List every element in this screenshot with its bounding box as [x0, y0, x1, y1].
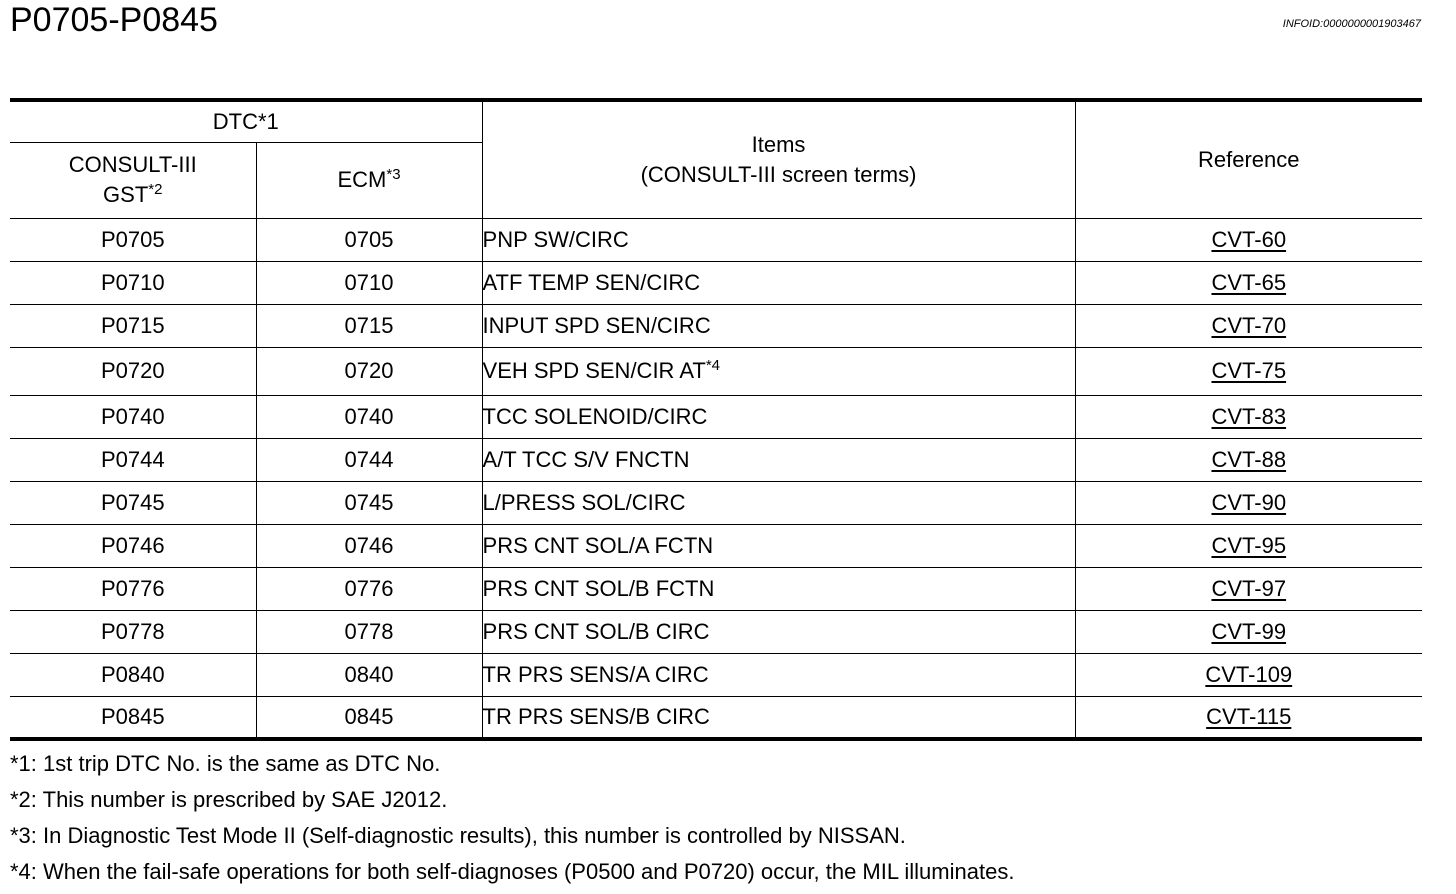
reference-link[interactable]: CVT-109 — [1205, 661, 1293, 687]
cell-consult: P0845 — [10, 696, 256, 739]
header-dtc-label: DTC — [212, 108, 258, 134]
cell-consult: P0710 — [10, 261, 256, 304]
cell-reference — [1075, 438, 1422, 481]
header-row-top — [10, 100, 1422, 142]
cell-ecm: 0746 — [256, 524, 482, 567]
cell-item — [482, 261, 1075, 304]
cell-reference — [1075, 347, 1422, 395]
cell-ecm: 0740 — [256, 395, 482, 438]
cell-consult: P0744 — [10, 438, 256, 481]
reference-link[interactable]: CVT-95 — [1211, 532, 1287, 558]
table-row — [10, 438, 1422, 481]
reference-link[interactable]: CVT-88 — [1211, 446, 1287, 472]
cell-ecm: 0705 — [256, 218, 482, 261]
cell-ecm: 0710 — [256, 261, 482, 304]
item-text: INPUT SPD SEN/CIRC — [482, 312, 711, 338]
cell-consult: P0720 — [10, 347, 256, 395]
footnotes — [10, 750, 1014, 894]
item-text: A/T TCC S/V FNCTN — [482, 446, 690, 472]
cell-reference — [1075, 218, 1422, 261]
cell-ecm: 0744 — [256, 438, 482, 481]
reference-link[interactable]: CVT-90 — [1211, 489, 1287, 515]
cell-item — [482, 218, 1075, 261]
header-ecm-label: ECM — [337, 167, 387, 192]
cell-ecm: 0840 — [256, 653, 482, 696]
item-text: PRS CNT SOL/B CIRC — [482, 618, 710, 644]
table-row — [10, 304, 1422, 347]
cell-ecm: 0715 — [256, 304, 482, 347]
footnote: *3: In Diagnostic Test Mode II (Self-diagnostic results), this number is controlled by NISSAN. — [10, 823, 906, 848]
cell-item — [482, 395, 1075, 438]
reference-link[interactable]: CVT-70 — [1211, 312, 1287, 338]
cell-item — [482, 347, 1075, 395]
reference-link[interactable]: CVT-75 — [1211, 358, 1287, 383]
cell-reference — [1075, 261, 1422, 304]
cell-item — [482, 696, 1075, 739]
table-row — [10, 218, 1422, 261]
reference-link[interactable]: CVT-97 — [1211, 575, 1287, 601]
cell-ecm: 0776 — [256, 567, 482, 610]
cell-consult: P0776 — [10, 567, 256, 610]
reference-link[interactable]: CVT-60 — [1211, 226, 1287, 252]
cell-item — [482, 524, 1075, 567]
cell-consult: P0745 — [10, 481, 256, 524]
reference-link[interactable]: CVT-83 — [1211, 403, 1287, 429]
cell-item — [482, 304, 1075, 347]
cell-reference — [1075, 395, 1422, 438]
cell-reference — [1075, 567, 1422, 610]
table-row — [10, 347, 1422, 395]
cell-item — [482, 567, 1075, 610]
footnote: *4: When the fail-safe operations for both self-diagnoses (P0500 and P0720) occur, the MIL illuminates. — [10, 859, 1015, 884]
header-consult — [10, 142, 256, 218]
header-reference: Reference — [1075, 100, 1422, 218]
item-text: TR PRS SENS/A CIRC — [482, 661, 709, 687]
item-text: ATF TEMP SEN/CIRC — [482, 269, 701, 295]
page-title: P0705-P0845 — [10, 1, 218, 39]
table-row — [10, 524, 1422, 567]
item-text: TCC SOLENOID/CIRC — [482, 403, 708, 429]
table-row — [10, 481, 1422, 524]
cell-item — [482, 481, 1075, 524]
cell-consult: P0746 — [10, 524, 256, 567]
cell-ecm: 0745 — [256, 481, 482, 524]
table-row — [10, 696, 1422, 739]
footnote: *1: 1st trip DTC No. is the same as DTC No. — [10, 751, 441, 776]
item-mark: *4 — [705, 357, 721, 374]
footnote: *2: This number is prescribed by SAE J2012. — [10, 787, 448, 812]
item-text: TR PRS SENS/B CIRC — [482, 703, 710, 729]
header-items-line1: Items — [751, 131, 806, 157]
cell-consult: P0740 — [10, 395, 256, 438]
cell-ecm: 0720 — [256, 347, 482, 395]
cell-item — [482, 438, 1075, 481]
header-consult-mark: *2 — [148, 181, 163, 198]
cell-reference — [1075, 653, 1422, 696]
item-text: PNP SW/CIRC — [482, 226, 629, 252]
header-items-line2: (CONSULT-III screen terms) — [640, 161, 917, 187]
table-row — [10, 261, 1422, 304]
item-text: PRS CNT SOL/A FCTN — [482, 532, 714, 558]
cell-reference — [1075, 610, 1422, 653]
header-dtc-mark: *1 — [257, 108, 279, 134]
header-consult-line2: GST — [103, 182, 149, 207]
reference-link[interactable]: CVT-65 — [1211, 269, 1287, 295]
item-text: PRS CNT SOL/B FCTN — [482, 575, 715, 601]
item-text: VEH SPD SEN/CIR AT — [482, 358, 706, 383]
header-dtc — [10, 100, 482, 142]
cell-reference — [1075, 696, 1422, 739]
reference-link[interactable]: CVT-115 — [1206, 703, 1292, 729]
table-row — [10, 395, 1422, 438]
header-items — [482, 100, 1075, 218]
item-text: L/PRESS SOL/CIRC — [482, 489, 686, 515]
cell-item — [482, 610, 1075, 653]
header-ecm — [256, 142, 482, 218]
header-consult-line1: CONSULT-III — [68, 152, 197, 177]
table-row — [10, 567, 1422, 610]
table-row — [10, 653, 1422, 696]
cell-consult: P0778 — [10, 610, 256, 653]
dtc-table-body — [10, 218, 1422, 739]
cell-item — [482, 653, 1075, 696]
reference-link[interactable]: CVT-99 — [1211, 618, 1287, 644]
cell-consult: P0840 — [10, 653, 256, 696]
table-row — [10, 610, 1422, 653]
cell-reference — [1075, 481, 1422, 524]
cell-ecm: 0778 — [256, 610, 482, 653]
header-ecm-mark: *3 — [386, 166, 401, 183]
cell-ecm: 0845 — [256, 696, 482, 739]
cell-reference — [1075, 524, 1422, 567]
cell-reference — [1075, 304, 1422, 347]
cell-consult: P0715 — [10, 304, 256, 347]
dtc-table — [10, 98, 1422, 741]
info-id: INFOID:0000000001903467 — [1282, 18, 1421, 30]
cell-consult: P0705 — [10, 218, 256, 261]
